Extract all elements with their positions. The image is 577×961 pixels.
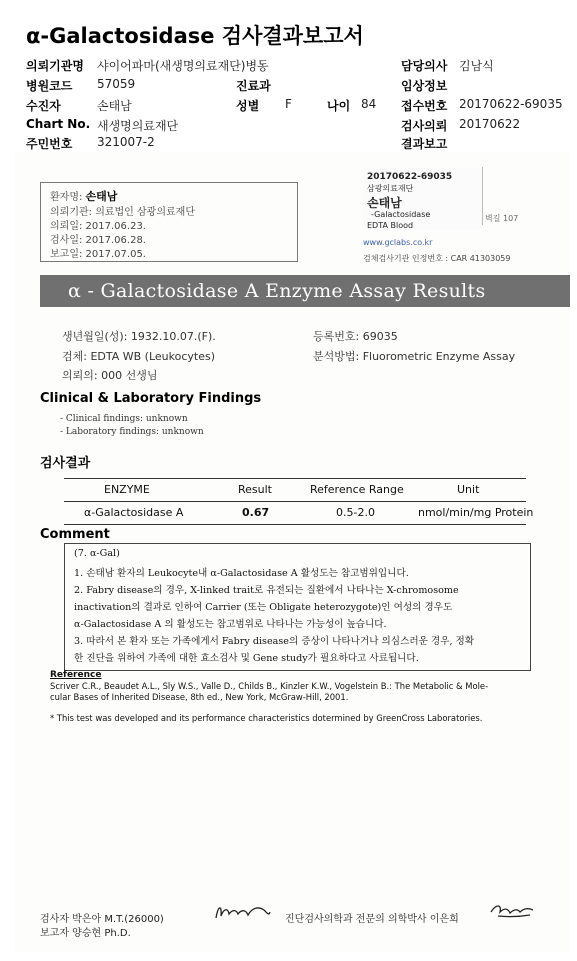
col-result: Result [238, 483, 272, 496]
request-date-value: 2017.06.23. [85, 221, 146, 232]
label-resident-no: 주민번호 [26, 137, 73, 151]
institution-label: 의뢰기관: [50, 207, 93, 218]
lab-certification: 검체검사기관 인정번호 : CAR 41303059 [363, 254, 511, 263]
results-heading: 검사결과 [40, 456, 91, 471]
specialist-text: 진단검사의학과 전문의 의학박사 이은희 [285, 914, 459, 925]
test-date-label: 검사일: [50, 235, 83, 246]
stamp-name: 손태남 [367, 196, 402, 210]
comment-line: (7. α-Gal) [74, 548, 120, 559]
cell-unit: nmol/min/mg Protein [418, 506, 534, 519]
comment-heading: Comment [40, 527, 110, 542]
tester-handwritten-signature [212, 900, 272, 926]
label-hospital-code: 병원코드 [26, 79, 73, 93]
method-text: 분석방법: Fluorometric Enzyme Assay [313, 350, 516, 363]
label-doctor: 담당의사 [401, 59, 448, 73]
laboratory-findings-line: - Laboratory findings: unknown [60, 427, 204, 437]
stamp-specimen: EDTA Blood [367, 221, 414, 230]
reference-heading: Reference [50, 670, 102, 680]
reporter-signature-text: 보고자 양승현 Ph.D. [40, 928, 131, 939]
clinical-findings-line: - Clinical findings: unknown [60, 414, 188, 424]
institution-value: 의료법인 삼광의료재단 [95, 207, 195, 218]
report-date-value: 2017.07.05. [85, 249, 146, 260]
value-sex: F [285, 97, 292, 111]
comment-line: 한 진단을 위하여 가족에 대한 효소검사 및 Gene study가 필요하다고 사료됩니다. [74, 653, 419, 664]
clinical-heading: Clinical & Laboratory Findings [40, 391, 262, 406]
label-department: 진료과 [236, 79, 271, 93]
results-table [64, 478, 534, 525]
label-request-date: 검사의뢰 [401, 119, 448, 133]
stamp-org: 삼광의료재단 [367, 184, 414, 193]
value-chart-no: 새생명의료재단 [97, 119, 179, 133]
col-reference-range: Reference Range [310, 483, 404, 496]
label-result-report: 결과보고 [401, 137, 448, 151]
col-enzyme: ENZYME [104, 483, 150, 496]
performance-note: * This test was developed and its performance characteristics dotermined by GreenCross Laboratories. [50, 713, 483, 723]
label-clinical-info: 임상정보 [401, 79, 448, 93]
label-institution: 의뢰기관명 [26, 59, 84, 73]
cell-enzyme: α-Galactosidase A [84, 506, 184, 519]
request-date-label: 의뢰일: [50, 221, 83, 232]
patient-info-box [40, 182, 298, 262]
header-row-1 [26, 57, 84, 74]
label-divider [482, 167, 483, 225]
patient-name-label: 환자명: [50, 192, 83, 203]
dob-text: 생년월일(성): 1932.10.07.(F). [62, 330, 216, 343]
label-receipt-no: 접수번호 [401, 99, 448, 113]
label-age: 나이 [327, 99, 351, 113]
value-resident-no: 321007-2 [97, 135, 155, 149]
stamp-test: -Galactosidase [371, 210, 431, 219]
requesting-doctor: 의뢰의: 000 선생님 [62, 369, 158, 382]
value-institution: 샤이어파마(새생명의료재단)병동 [97, 59, 269, 73]
reference-line: cular Bases of Inherited Disease, 8th ed., New York, McGraw-Hill, 2001. [50, 692, 349, 702]
cell-result: 0.67 [242, 506, 270, 519]
lab-url-link[interactable]: www.gclabs.co.kr [363, 238, 433, 247]
results-banner [40, 275, 570, 307]
comment-line: α-Galactosidase A 의 활성도는 참고범위로 나타나는 가능성이 높습니다. [74, 619, 387, 630]
registration-no: 등록번호: 69035 [313, 330, 398, 343]
value-patient: 손태남 [97, 99, 132, 113]
reference-line: Scriver C.R., Beaudet A.L., Sly W.S., Valle D., Childs B., Kinzler K.W., Vogelstein B.: The Metabolic & Mole- [50, 681, 489, 691]
value-request-date: 20170622 [459, 117, 521, 131]
comment-line: inactivation의 결과로 인하여 Carrier (또는 Obligate heterozygote)인 여성의 경우도 [74, 602, 453, 613]
stamp-side-text: 벽길 107 [485, 214, 519, 223]
specialist-handwritten-signature [488, 898, 536, 922]
comment-line: 3. 따라서 본 환자 또는 가족에게서 Fabry disease의 증상이 나타나거나 의심스러운 경우, 정확 [74, 636, 475, 647]
value-doctor: 김남식 [459, 59, 494, 73]
label-chart-no: Chart No. [26, 117, 91, 131]
stamp-id: 20170622-69035 [367, 172, 453, 182]
col-unit: Unit [457, 483, 480, 496]
test-date-value: 2017.06.28. [85, 235, 146, 246]
comment-box [64, 543, 531, 671]
comment-line: 1. 손태남 환자의 Leukocyte내 α-Galactosidase A 활성도는 참고범위입니다. [74, 568, 409, 579]
report-title: α-Galactosidase 검사결과보고서 [26, 24, 364, 48]
specimen-text: 검체: EDTA WB (Leukocytes) [62, 350, 216, 363]
table-row [64, 502, 534, 524]
value-hospital-code: 57059 [97, 77, 136, 91]
results-table-header [64, 479, 526, 502]
label-sex: 성별 [236, 99, 260, 113]
comment-line: 2. Fabry disease의 경우, X-linked trait로 유전되는 질환에서 나타나는 X-chromosome [74, 585, 459, 596]
cell-reference-range: 0.5-2.0 [336, 506, 375, 519]
value-receipt-no: 20170622-69035 [459, 97, 563, 111]
results-banner-title: α - Galactosidase A Enzyme Assay Results [68, 280, 486, 302]
report-date-label: 보고일: [50, 249, 83, 260]
patient-name: 손태남 [85, 190, 118, 203]
value-age: 84 [361, 97, 377, 111]
label-patient: 수진자 [26, 99, 61, 113]
tester-signature-text: 검사자 박은아 M.T.(26000) [40, 914, 164, 925]
